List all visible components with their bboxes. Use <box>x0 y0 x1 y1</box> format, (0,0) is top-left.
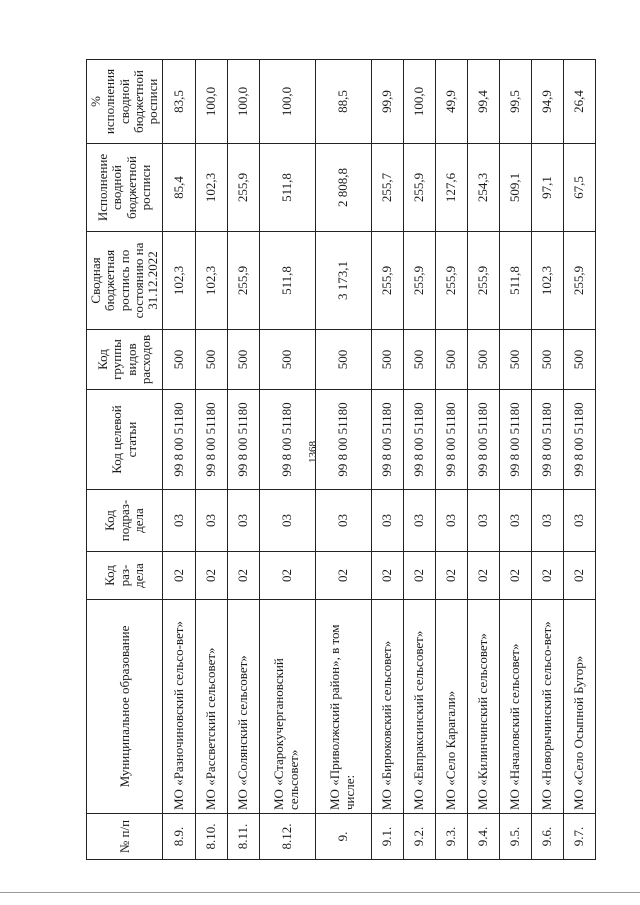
rospis-value: 255,9 <box>467 232 499 330</box>
percent-value: 99,4 <box>467 60 499 144</box>
municipality-name: МО «Новорычинский сельсо-вет» <box>531 600 563 814</box>
percent-value: 100,0 <box>259 60 315 144</box>
rospis-value: 102,3 <box>531 232 563 330</box>
razdel-code: 02 <box>531 552 563 600</box>
table-row <box>435 60 467 860</box>
razdel-code: 02 <box>259 552 315 600</box>
razdel-code: 02 <box>435 552 467 600</box>
podrazdel-code: 03 <box>467 490 499 552</box>
municipality-name: МО «Приволжский район», в том числе: <box>315 600 371 814</box>
header-statya: Код целевой статьи <box>87 390 163 490</box>
municipality-name: МО «Разночиновский сельсо-вет» <box>163 600 195 814</box>
razdel-code: 02 <box>315 552 371 600</box>
statya-code: 99 8 00 51180 <box>403 390 435 490</box>
ispolnenie-value: 127,6 <box>435 144 467 232</box>
municipality-name: МО «Солянский сельсовет» <box>227 600 259 814</box>
ispolnenie-value: 255,7 <box>371 144 403 232</box>
ispolnenie-value: 102,3 <box>195 144 227 232</box>
header-vid: Код группы видов расходов <box>87 330 163 390</box>
percent-value: 94,9 <box>531 60 563 144</box>
table-row <box>371 60 403 860</box>
ispolnenie-value: 509,1 <box>499 144 531 232</box>
percent-value: 100,0 <box>403 60 435 144</box>
percent-value: 99,9 <box>371 60 403 144</box>
statya-code: 99 8 00 51180 <box>499 390 531 490</box>
razdel-code: 02 <box>163 552 195 600</box>
page-number: 1368 <box>307 441 319 463</box>
header-podrazdel: Код подраз-дела <box>87 490 163 552</box>
table-row <box>315 60 371 860</box>
row-number: 9.1. <box>371 814 403 860</box>
razdel-code: 02 <box>467 552 499 600</box>
table-body <box>163 60 596 860</box>
row-number: 8.10. <box>195 814 227 860</box>
percent-value: 83,5 <box>163 60 195 144</box>
statya-code: 99 8 00 51180 <box>163 390 195 490</box>
municipality-name: МО «Старокучергановский сельсовет» <box>259 600 315 814</box>
header-num: № п/п <box>87 814 163 860</box>
podrazdel-code: 03 <box>403 490 435 552</box>
ispolnenie-value: 97,1 <box>531 144 563 232</box>
podrazdel-code: 03 <box>499 490 531 552</box>
razdel-code: 02 <box>371 552 403 600</box>
ispolnenie-value: 511,8 <box>259 144 315 232</box>
row-number: 9.3. <box>435 814 467 860</box>
podrazdel-code: 03 <box>227 490 259 552</box>
statya-code: 99 8 00 51180 <box>315 390 371 490</box>
podrazdel-code: 03 <box>563 490 595 552</box>
header-municipality: Муниципальное образование <box>87 600 163 814</box>
rospis-value: 511,8 <box>499 232 531 330</box>
statya-code: 99 8 00 51180 <box>259 390 315 490</box>
rospis-value: 102,3 <box>195 232 227 330</box>
row-number: 8.11. <box>227 814 259 860</box>
vid-code: 500 <box>499 330 531 390</box>
statya-code: 99 8 00 51180 <box>435 390 467 490</box>
podrazdel-code: 03 <box>163 490 195 552</box>
percent-value: 100,0 <box>195 60 227 144</box>
razdel-code: 02 <box>227 552 259 600</box>
vid-code: 500 <box>227 330 259 390</box>
table-header-row <box>87 60 163 860</box>
statya-code: 99 8 00 51180 <box>371 390 403 490</box>
table-row <box>163 60 195 860</box>
vid-code: 500 <box>531 330 563 390</box>
row-number: 9.4. <box>467 814 499 860</box>
vid-code: 500 <box>195 330 227 390</box>
podrazdel-code: 03 <box>315 490 371 552</box>
rospis-value: 102,3 <box>163 232 195 330</box>
razdel-code: 02 <box>195 552 227 600</box>
statya-code: 99 8 00 51180 <box>563 390 595 490</box>
rospis-value: 511,8 <box>259 232 315 330</box>
rospis-value: 255,9 <box>563 232 595 330</box>
row-number: 8.12. <box>259 814 315 860</box>
podrazdel-code: 03 <box>531 490 563 552</box>
vid-code: 500 <box>163 330 195 390</box>
municipality-name: МО «Килинчинский сельсовет» <box>467 600 499 814</box>
vid-code: 500 <box>403 330 435 390</box>
percent-value: 49,9 <box>435 60 467 144</box>
rospis-value: 255,9 <box>435 232 467 330</box>
header-percent: % исполнения сводной бюджетной росписи <box>87 60 163 144</box>
razdel-code: 02 <box>499 552 531 600</box>
podrazdel-code: 03 <box>195 490 227 552</box>
statya-code: 99 8 00 51180 <box>195 390 227 490</box>
header-ispolnenie: Исполнение сводной бюджетной росписи <box>87 144 163 232</box>
row-number: 9.5. <box>499 814 531 860</box>
vid-code: 500 <box>563 330 595 390</box>
percent-value: 26,4 <box>563 60 595 144</box>
municipality-name: МО «Бирюковский сельсовет» <box>371 600 403 814</box>
table-row <box>531 60 563 860</box>
municipality-name: МО «Евпраксинский сельсовет» <box>403 600 435 814</box>
ispolnenie-value: 255,9 <box>227 144 259 232</box>
row-number: 9.7. <box>563 814 595 860</box>
scan-edge-line <box>0 892 640 893</box>
percent-value: 99,5 <box>499 60 531 144</box>
statya-code: 99 8 00 51180 <box>531 390 563 490</box>
vid-code: 500 <box>259 330 315 390</box>
rospis-value: 255,9 <box>403 232 435 330</box>
municipality-name: МО «Село Осыпной Бугор» <box>563 600 595 814</box>
percent-value: 100,0 <box>227 60 259 144</box>
rospis-value: 3 173,1 <box>315 232 371 330</box>
vid-code: 500 <box>435 330 467 390</box>
table-row <box>195 60 227 860</box>
statya-code: 99 8 00 51180 <box>227 390 259 490</box>
header-rospis: Сводная бюджетная роспись по состоянию на 31.12.2022 <box>87 232 163 330</box>
row-number: 8.9. <box>163 814 195 860</box>
razdel-code: 02 <box>563 552 595 600</box>
vid-code: 500 <box>371 330 403 390</box>
table-row <box>563 60 595 860</box>
row-number: 9.2. <box>403 814 435 860</box>
podrazdel-code: 03 <box>259 490 315 552</box>
percent-value: 88,5 <box>315 60 371 144</box>
header-razdel: Код раз-дела <box>87 552 163 600</box>
ispolnenie-value: 85,4 <box>163 144 195 232</box>
vid-code: 500 <box>467 330 499 390</box>
podrazdel-code: 03 <box>435 490 467 552</box>
ispolnenie-value: 2 808,8 <box>315 144 371 232</box>
table-row <box>499 60 531 860</box>
rotated-table-container <box>86 60 596 860</box>
budget-table <box>86 59 596 860</box>
municipality-name: МО «Началовский сельсовет» <box>499 600 531 814</box>
table-row <box>227 60 259 860</box>
razdel-code: 02 <box>403 552 435 600</box>
municipality-name: МО «Село Карагали» <box>435 600 467 814</box>
ispolnenie-value: 255,9 <box>403 144 435 232</box>
table-row <box>259 60 315 860</box>
row-number: 9.6. <box>531 814 563 860</box>
table-row <box>403 60 435 860</box>
vid-code: 500 <box>315 330 371 390</box>
rospis-value: 255,9 <box>227 232 259 330</box>
municipality-name: МО «Рассветский сельсовет» <box>195 600 227 814</box>
rospis-value: 255,9 <box>371 232 403 330</box>
row-number: 9. <box>315 814 371 860</box>
table-row <box>467 60 499 860</box>
statya-code: 99 8 00 51180 <box>467 390 499 490</box>
ispolnenie-value: 67,5 <box>563 144 595 232</box>
podrazdel-code: 03 <box>371 490 403 552</box>
ispolnenie-value: 254,3 <box>467 144 499 232</box>
